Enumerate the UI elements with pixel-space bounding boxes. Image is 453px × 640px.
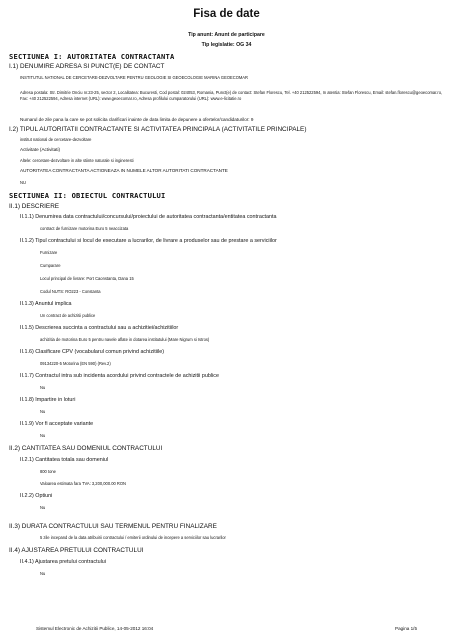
ii1-7-value: Nu xyxy=(40,385,46,390)
ii3-heading: II.3) DURATA CONTRACTULUI SAU TERMENUL PENTRU FINALIZARE xyxy=(9,523,217,530)
ii4-1-heading: II.4.1) Ajustarea pretului contractului xyxy=(20,559,106,565)
ii1-8-value: Nu xyxy=(40,409,46,414)
price-adjustment-value: Nu xyxy=(40,571,46,576)
ii1-7-heading: II.1.7) Contractul intra sub incidenta acordului privind contractele de achizitii publice xyxy=(20,373,219,379)
institute-name: INSTITUTUL NATIONAL DE CERCETARE-DEZVOLTARE PENTRU GEOLOGIE SI GEOECOLOGIE MARINA GEOECOMAR xyxy=(20,75,248,80)
institute-type: institut national de cercetare-dezvoltare xyxy=(20,137,92,142)
estimated-value: Valoarea estimata fara TVA: 3,200,000.00 RON xyxy=(40,481,127,486)
clarification-days: Numarul de zile pana la care se pot solicita clarificari inainte de data limita de depunere a ofertelor/candidaturilor: 9 xyxy=(20,117,254,122)
delivery-location: Locul principal de livrare: Port Caonstanta, Dana 15 xyxy=(40,276,134,281)
duration-value: 5 zile incepand de la data atribuirii contractului / emiterii ordinului de incepere a serviciilor sau lucrarilor xyxy=(40,535,226,540)
i2-heading: I.2) TIPUL AUTORITATII CONTRACTANTE SI ACTIVITATEA PRINCIPALA (ACTIVITATILE PRINCIPALE) xyxy=(9,126,307,133)
ii2-1-heading: II.2.1) Cantitatea totala sau domeniul xyxy=(20,457,109,463)
footer-page-number: Pagina 1/5 xyxy=(395,626,417,631)
ii1-5-heading: II.1.5) Descrierea succinta a contractului sau a achizitiei/achizitiilor xyxy=(20,325,179,331)
ii1-3-value: Un contract de achizitii publice xyxy=(40,313,96,318)
ii1-2-heading: II.1.2) Tipul contractului si locul de executare a lucrarilor, de livrare a produselor sau de prestare a serviciilor xyxy=(20,238,277,244)
on-behalf-value: NU xyxy=(20,180,26,185)
ii1-1-heading: II.1.1) Denumirea data contractului/concursului/proiectului de autoritatea contractanta/entitatea contractanta xyxy=(20,214,277,220)
ii1-9-heading: II.1.9) Vor fi acceptate variante xyxy=(20,421,94,427)
ii1-6-heading: II.1.6) Clasificare CPV (vocabularul comun privind achizitiile) xyxy=(20,349,165,355)
activity-value: Altele: cercetare-dezvoltare in alte stiinte naturale si ingineresti xyxy=(20,158,134,163)
ii1-9-value: Nu xyxy=(40,433,46,438)
options-value: Nu xyxy=(40,505,46,510)
on-behalf-heading: AUTORITATEA CONTRACTANTA ACTIONEAZA IN NUMELE ALTOR AUTORITATI CONTRACTANTE xyxy=(20,168,228,173)
cpv-code: 09134220-5 Motorina (EN 590) (Rev.2) xyxy=(40,361,111,366)
ii4-heading: II.4) AJUSTAREA PRETULUI CONTRACTULUI xyxy=(9,547,144,554)
i1-heading: I.1) DENUMIRE ADRESA SI PUNCT(E) DE CONTACT xyxy=(9,63,165,70)
contract-type: Furnizare xyxy=(40,250,58,255)
section-1-heading: SECTIUNEA I: AUTORITATEA CONTRACTANTA xyxy=(9,52,175,61)
ii2-heading: II.2) CANTITATEA SAU DOMENIUL CONTRACTULUI xyxy=(9,445,163,452)
section-2-heading: SECTIUNEA II: OBIECTUL CONTRACTULUI xyxy=(9,191,166,200)
ii1-1-value: contract de furnizare motorina Euro 5 neaccizata xyxy=(40,226,129,231)
legislation-type: Tip legislatie: OG 34 xyxy=(201,42,252,48)
total-quantity: 800 tone xyxy=(40,469,56,474)
contact-address: Adresa postala: Str. Dimitrie Onciu nr.23-25, sector 2, Localitatea: Bucuresti, Cod postal: 024053, Romania, Punct(e) de contact: Stefan Florescu, Tel. +40 212522594, In atentia: Stefan Florescu, Email: stefan.florescu@geoecomar.ro, Fax: +40 212522594, Adresa internet (URL): www.geoecomar.ro, Adresa profilului cumparatorului (URL): www.e-licitatie.ro xyxy=(20,90,443,101)
ii1-5-value: achizitia de motorina Euro 5 pentru navele aflate in dotarea institutului (Mare Nigrum si Istros) xyxy=(40,337,210,342)
purchase-type: Cumparare xyxy=(40,263,61,268)
ii1-3-heading: II.1.3) Anuntul implica xyxy=(20,301,72,307)
ii2-2-heading: II.2.2) Optiuni xyxy=(20,493,53,499)
notice-type: Tip anunt: Anunt de participare xyxy=(188,32,265,38)
ii1-heading: II.1) DESCRIERE xyxy=(9,203,60,210)
ii1-8-heading: II.1.8) Impartire in loturi xyxy=(20,397,76,403)
activity-label: Activitate (Activitati) xyxy=(20,147,61,152)
nuts-code: Codul NUTS: RO223 - Constanta xyxy=(40,289,101,294)
footer-system-date: Sistemul Electronic de Achizitii Publice, 14-05-2012 16:04 xyxy=(36,626,154,631)
page-title: Fisa de date xyxy=(193,8,260,20)
